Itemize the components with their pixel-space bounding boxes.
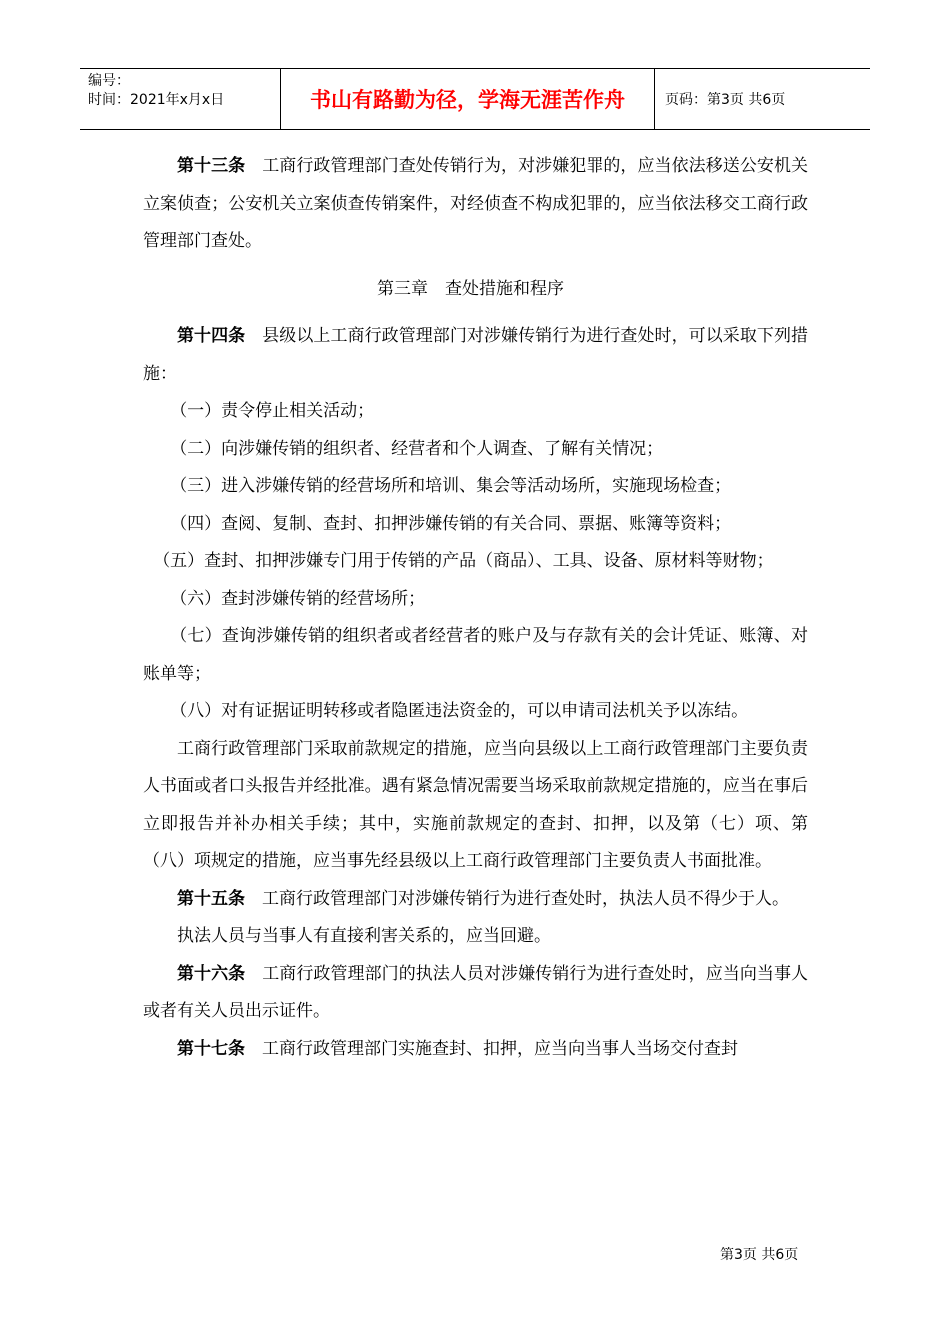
page-header	[80, 68, 870, 130]
header-page-label: 页码：第3页 共6页	[665, 92, 786, 108]
measure-item: （三）进入涉嫌传销的经营场所和培训、集会等活动场所，实施现场检查；	[170, 476, 732, 496]
header-motto: 书山有路勤为径，学海无涯苦作舟	[281, 69, 655, 129]
document-body	[143, 148, 808, 1068]
measure-item: （四）查阅、复制、查封、扣押涉嫌传销的有关合同、票据、账簿等资料；	[170, 513, 732, 534]
article-13-text: 工商行政管理部门查处传销行为，对涉嫌犯罪的，应当依法移送公安机关立案侦查；公安机关立案侦查传销案件，对经侦查不构成犯罪的，应当依法移交工商行政管理部门查处。	[143, 156, 809, 251]
article-16-label: 第十六条	[177, 963, 246, 984]
article-16-text: 工商行政管理部门的执法人员对涉嫌传销行为进行查处时，应当向当事人或者有关人员出示证件。	[143, 963, 809, 1021]
measure-item: （六）查封涉嫌传销的经营场所；	[170, 588, 426, 609]
article-16	[143, 956, 808, 1031]
measure-item: （五）查封、扣押涉嫌专门用于传销的产品（商品）、工具、设备、原材料等财物；	[153, 551, 774, 571]
time-label: 时间：2021年x月x日	[88, 92, 225, 108]
article-17-text: 工商行政管理部门实施查封、扣押，应当向当事人当场交付查封	[262, 1038, 738, 1059]
article-15-paragraph-2: 执法人员与当事人有直接利害关系的，应当回避。	[177, 926, 551, 946]
measure-item: （七）查询涉嫌传销的组织者或者经营者的账户及与存款有关的会计凭证、账簿、对账单等；	[143, 626, 808, 684]
measure-item: （一）责令停止相关活动；	[170, 401, 375, 421]
article-14-label: 第十四条	[177, 326, 246, 346]
measure-item: （八）对有证据证明转移或者隐匿违法资金的，可以申请司法机关予以冻结。	[170, 701, 749, 721]
article-14-text: 县级以上工商行政管理部门对涉嫌传销行为进行查处时，可以采取下列措施：	[143, 326, 809, 384]
measure-item: （二）向涉嫌传销的组织者、经营者和个人调查、了解有关情况；	[170, 438, 664, 459]
article-17-label: 第十七条	[177, 1038, 245, 1059]
article-13	[143, 148, 808, 261]
article-15-text: 工商行政管理部门对涉嫌传销行为进行查处时，执法人员不得少于人。	[262, 888, 789, 909]
article-14	[143, 318, 808, 393]
article-13-label: 第十三条	[177, 156, 246, 176]
number-label: 编号：	[88, 73, 130, 89]
article-17	[143, 1031, 808, 1069]
page-footer: 第3页 共6页	[720, 1247, 799, 1263]
article-14-paragraph-2: 工商行政管理部门采取前款规定的措施，应当向县级以上工商行政管理部门主要负责人书面或者口头报告并经批准。遇有紧急情况需要当场采取前款规定措施的，应当在事后立即报告并补办相关手续；其中，实施前款规定的查封、扣押，以及第（七）项、第（八）项规定的措施，应当事先经县级以上工商行政管理部门主要负责人书面批准。	[143, 738, 808, 871]
chapter-title: 第三章 查处措施和程序	[377, 278, 564, 299]
article-15	[143, 881, 808, 919]
article-15-label: 第十五条	[177, 888, 245, 909]
header-info	[80, 69, 281, 129]
